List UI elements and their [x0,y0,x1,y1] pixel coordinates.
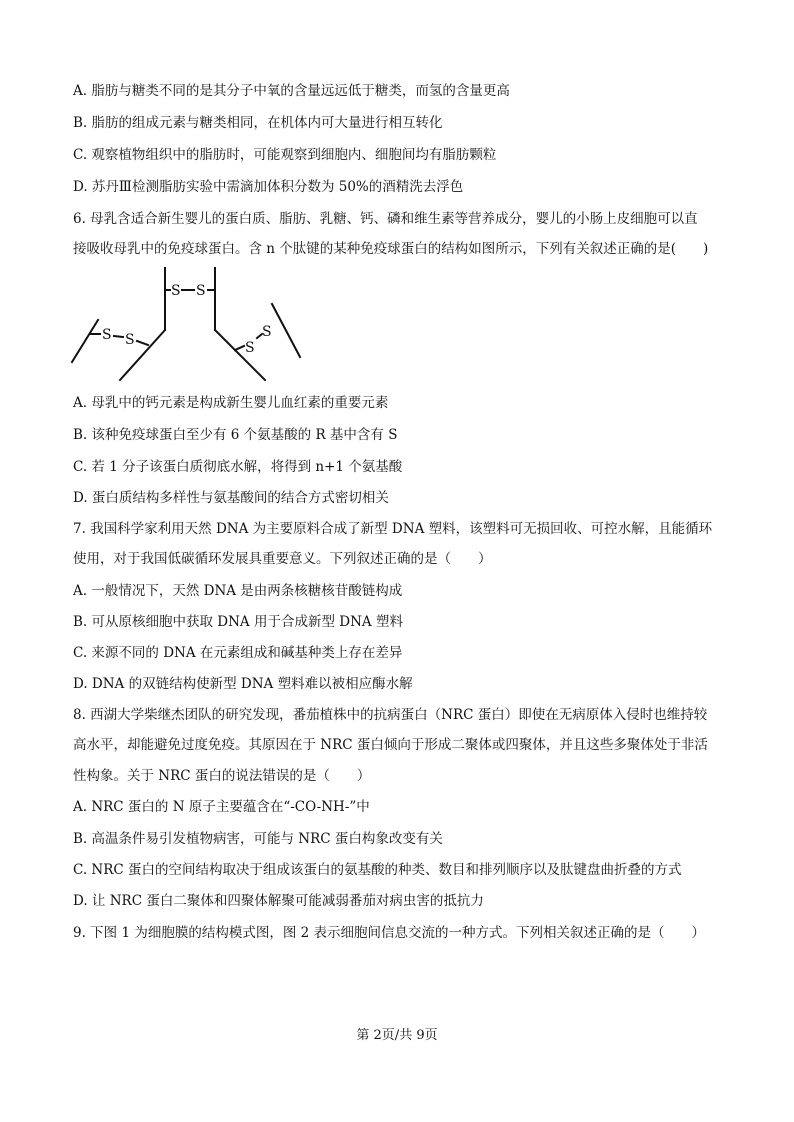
light-chain-right [272,304,300,357]
q8-stem-line-2: 高水平，却能避免过度免疫。其原因在于 NRC 蛋白倾向于形成二聚体或四聚体，并且这些多聚体处于非活 [73,737,708,753]
q5-option-d: D. 苏丹Ⅲ检测脂肪实验中需滴加体积分数为 50%的酒精洗去浮色 [73,179,464,195]
q8-stem-line-1: 8. 西湖大学柴继杰团队的研究发现，番茄植株中的抗病蛋白（NRC 蛋白）即使在无病原体入侵时也维持较 [73,707,708,723]
q5-option-a: A. 脂肪与糖类不同的是其分子中氧的含量远远低于糖类，而氢的含量更高 [73,83,510,99]
q6-option-b: B. 该种免疫球蛋白至少有 6 个氨基酸的 R 基中含有 S [73,427,398,443]
q8-option-c: C. NRC 蛋白的空间结构取决于组成该蛋白的氨基酸的种类、数目和排列顺序以及肽键盘曲折叠的方式 [73,862,682,878]
q8-stem-line-3: 性构象。关于 NRC 蛋白的说法错误的是（ ） [73,768,371,784]
page-number-footer: 第 2页/共 9页 [356,1028,438,1043]
q6-stem-line-2: 接吸收母乳中的免疫球蛋白。含 n 个肽键的某种免疫球蛋白的结构如图所示，下列有关叙述正确的是( ) [73,241,709,257]
q8-option-a: A. NRC 蛋白的 N 原子主要蕴含在“-CO-NH-”中 [73,799,370,815]
q9-stem-line-1: 9. 下图 1 为细胞膜的结构模式图，图 2 表示细胞间信息交流的一种方式。下列相关叙述正确的是（ ） [73,925,706,941]
disulfide-s-left-1: S [102,327,112,343]
q5-option-c: C. 观察植物组织中的脂肪时，可能观察到细胞内、细胞间均有脂肪颗粒 [73,147,497,163]
disulfide-s-right-1: S [245,340,255,356]
disulfide-s-right-2: S [262,324,272,340]
immunoglobulin-structure-diagram [60,262,380,387]
q7-stem-line-2: 使用，对于我国低碳循环发展具重要意义。下列叙述正确的是（ ） [73,551,492,567]
disulfide-s-top-2: S [196,283,206,299]
disulfide-s-top-1: S [171,283,181,299]
q7-option-a: A. 一般情况下，天然 DNA 是由两条核糖核苷酸链构成 [73,583,403,599]
q7-option-d: D. DNA 的双链结构使新型 DNA 塑料难以被相应酶水解 [73,676,413,692]
q7-option-c: C. 来源不同的 DNA 在元素组成和碱基种类上存在差异 [73,645,403,661]
q8-option-d: D. 让 NRC 蛋白二聚体和四聚体解聚可能减弱番茄对病虫害的抵抗力 [73,893,484,909]
disulfide-s-left-2: S [125,332,135,348]
q7-option-b: B. 可从原核细胞中获取 DNA 用于合成新型 DNA 塑料 [73,614,403,630]
q8-option-b: B. 高温条件易引发植物病害，可能与 NRC 蛋白构象改变有关 [73,831,443,847]
q6-option-a: A. 母乳中的钙元素是构成新生婴儿血红素的重要元素 [73,395,389,411]
q6-stem-line-1: 6. 母乳含适合新生婴儿的蛋白质、脂肪、乳糖、钙、磷和维生素等营养成分，婴儿的小肠上皮细胞可以直 [73,211,698,227]
q6-option-c: C. 若 1 分子该蛋白质彻底水解，将得到 n+1 个氨基酸 [73,459,403,475]
q5-option-b: B. 脂肪的组成元素与糖类相同，在机体内可大量进行相互转化 [73,115,443,131]
q7-stem-line-1: 7. 我国科学家利用天然 DNA 为主要原料合成了新型 DNA 塑料，该塑料可无损回收、可控水解，且能循环 [73,521,713,537]
q6-option-d: D. 蛋白质结构多样性与氨基酸间的结合方式密切相关 [73,490,389,506]
light-chain-left [72,320,98,362]
